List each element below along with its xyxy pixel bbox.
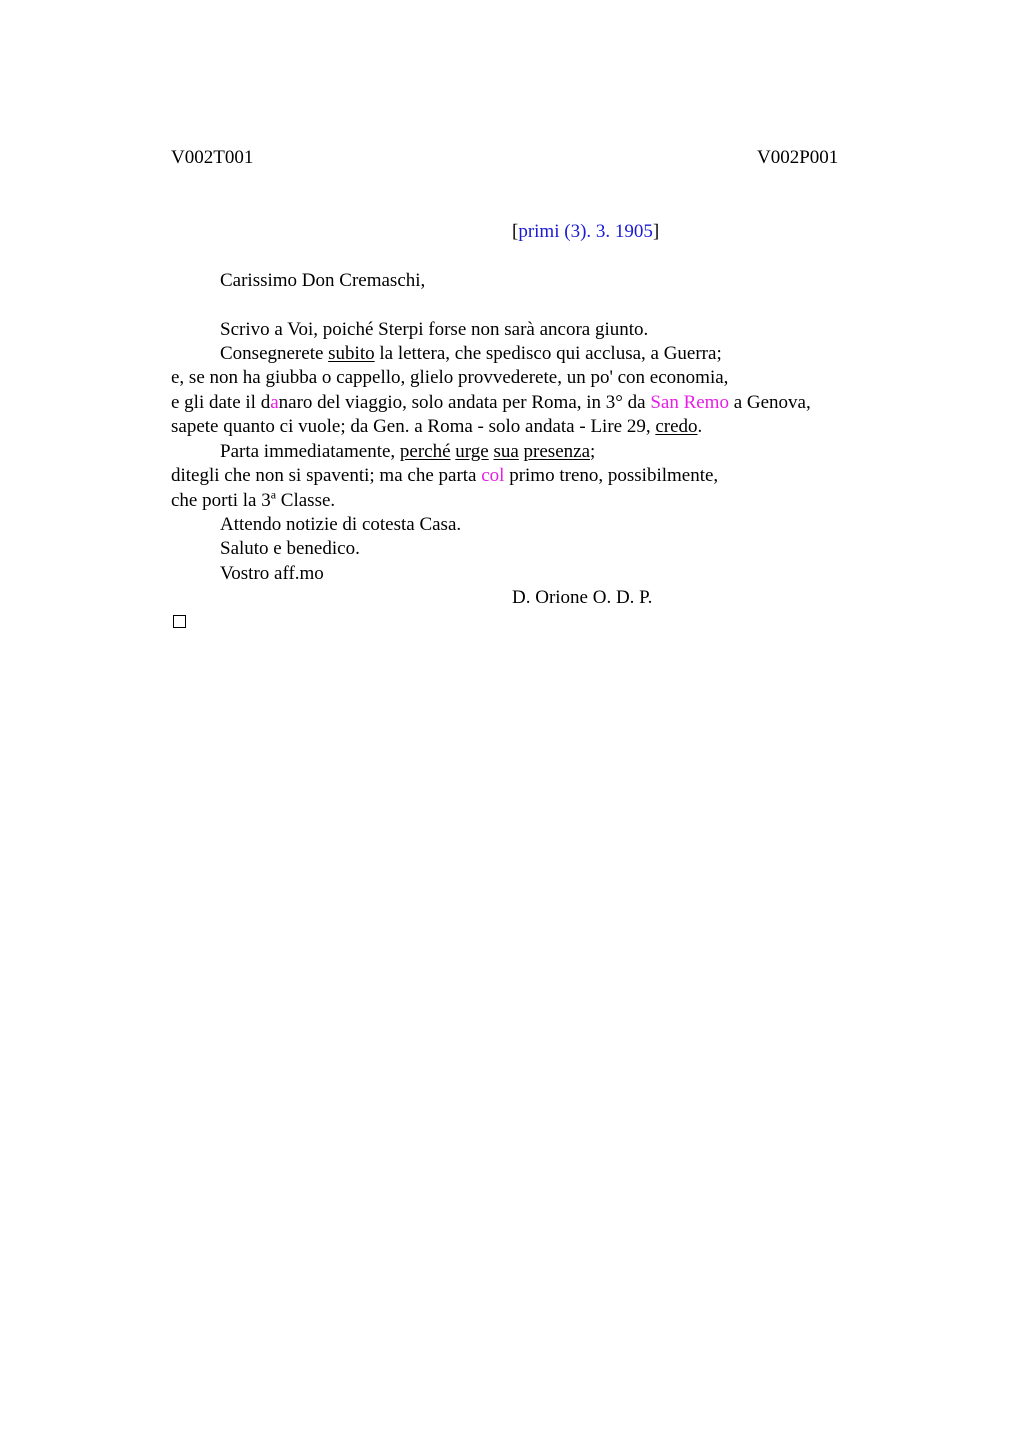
text-run: primo treno, possibilmente, <box>504 465 719 486</box>
text-run: Classe. <box>276 490 336 511</box>
underlined-word: sua <box>493 441 519 462</box>
body-line-7 <box>171 464 718 488</box>
body-line-9: Attendo notizie di cotesta Casa. <box>220 514 462 535</box>
header-left-code: V002T001 <box>171 147 254 168</box>
checkbox-square-icon <box>173 615 186 628</box>
underlined-word: credo <box>655 416 698 437</box>
text-run: ditegli che non si spaventi; ma che parta <box>171 465 482 486</box>
emended-word: col <box>481 465 505 486</box>
text-run: . <box>697 416 703 437</box>
body-line-4 <box>171 391 811 415</box>
underlined-word: presenza <box>523 441 591 462</box>
body-line-6 <box>220 440 595 464</box>
text-run: che porti la 3 <box>171 490 271 511</box>
salutation: Carissimo Don Cremaschi, <box>220 270 426 291</box>
superscript: a <box>270 487 277 502</box>
text-run: la lettera, che spedisco qui acclusa, a Guerra; <box>374 343 722 364</box>
text-run: e gli date il d <box>171 392 271 413</box>
text-run: a Genova, <box>728 392 811 413</box>
emended-place-name: San Remo <box>650 392 729 413</box>
date-close-bracket: ] <box>652 221 660 242</box>
underlined-word: urge <box>455 441 489 462</box>
date-open-bracket: [ <box>512 221 519 242</box>
text-run: Consegnerete <box>220 343 329 364</box>
body-line-1: Scrivo a Voi, poiché Sterpi forse non sarà ancora giunto. <box>220 319 649 340</box>
letter-date <box>512 220 659 244</box>
text-run: ; <box>590 441 596 462</box>
body-line-11: Vostro aff.mo <box>220 563 324 584</box>
header-right-code: V002P001 <box>757 147 839 168</box>
text-run: sapete quanto ci vuole; da Gen. a Roma - solo andata - Lire 29, <box>171 416 656 437</box>
body-line-2 <box>220 342 722 366</box>
underlined-word: subito <box>328 343 375 364</box>
text-run: naro del viaggio, solo andata per Roma, in 3° da <box>278 392 651 413</box>
body-line-10: Saluto e benedico. <box>220 538 360 559</box>
emended-letter: a <box>270 392 279 413</box>
body-line-3: e, se non ha giubba o cappello, glielo provvederete, un po' con economia, <box>171 367 729 388</box>
body-line-5 <box>171 415 702 439</box>
date-text: primi (3). 3. 1905 <box>518 221 653 242</box>
signature: D. Orione O. D. P. <box>512 587 653 608</box>
text-run: Parta immediatamente, <box>220 441 400 462</box>
underlined-word: perché <box>399 441 451 462</box>
body-line-8 <box>171 489 335 513</box>
